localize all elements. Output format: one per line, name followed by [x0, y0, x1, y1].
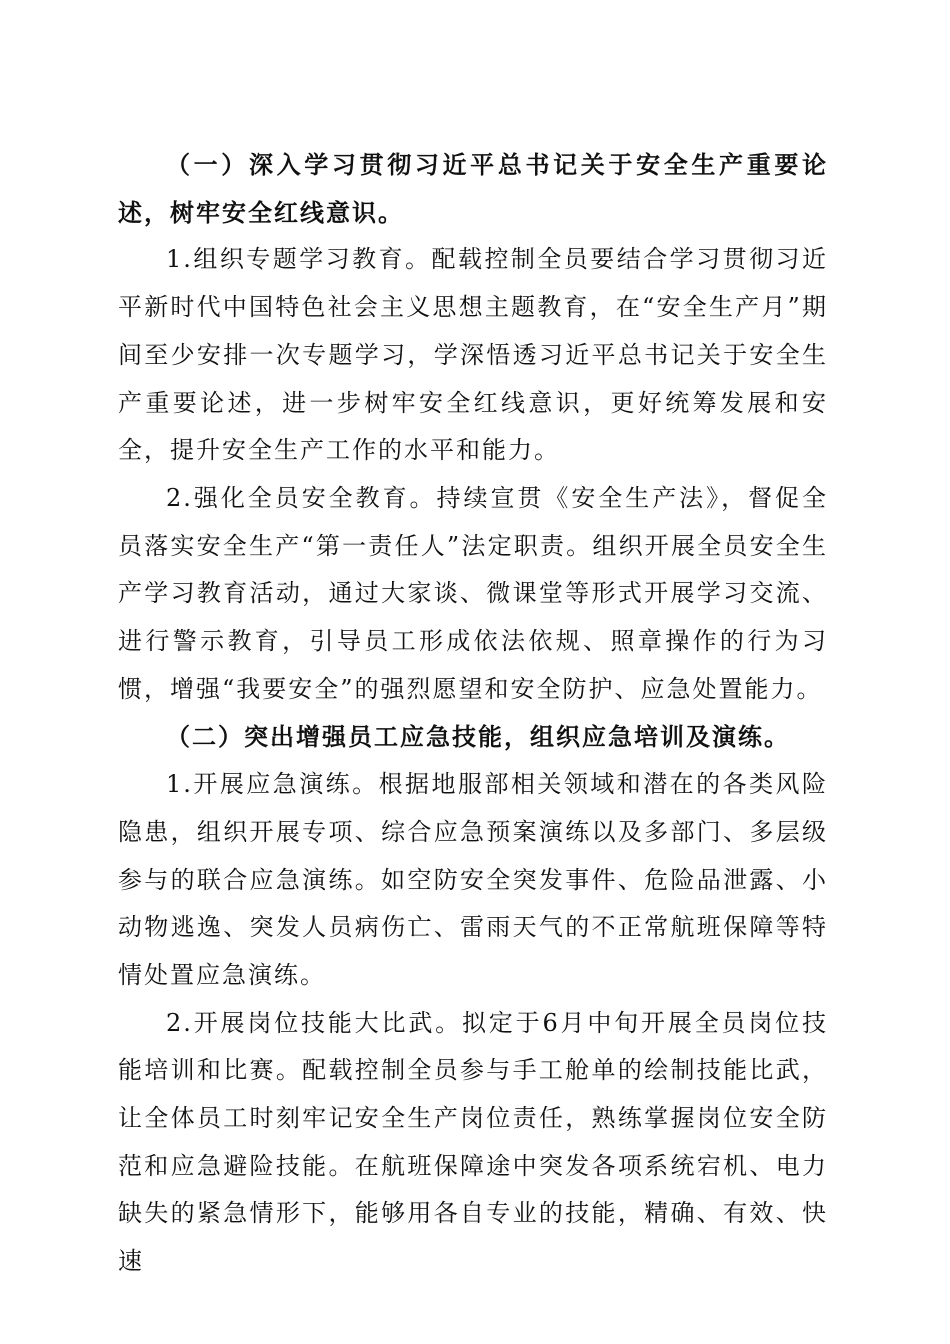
- document-body: [118, 141, 828, 1286]
- paragraph-1-2: 2.强化全员安全教育。持续宣贯《安全生产法》，督促全员落实安全生产“第一责任人”法定职责。组织开展全员安全生产学习教育活动，通过大家谈、微课堂等形式开展学习交流、进行警示教育，引导员工形成依法依规、照章操作的行为习惯，增强“我要安全”的强烈愿望和安全防护、应急处置能力。: [118, 483, 828, 703]
- paragraph-2-1: 1.开展应急演练。根据地服部相关领域和潜在的各类风险隐患，组织开展专项、综合应急预案演练以及多部门、多层级参与的联合应急演练。如空防安全突发事件、危险品泄露、小动物逃逸、突发人员病伤亡、雷雨天气的不正常航班保障等特情处置应急演练。: [118, 770, 828, 989]
- section-heading-2: （二）突出增强员工应急技能，组织应急培训及演练。: [166, 722, 790, 752]
- section-heading-1: （一）深入学习贯彻习近平总书记关于安全生产重要论述，树牢安全红线意识。: [118, 150, 828, 227]
- paragraph-1-1: 1.组织专题学习教育。配载控制全员要结合学习贯彻习近平新时代中国特色社会主义思想主题教育，在“安全生产月”期间至少安排一次专题学习，学深悟透习近平总书记关于安全生产重要论述，进一步树牢安全红线意识，更好统筹发展和安全，提升安全生产工作的水平和能力。: [118, 245, 828, 465]
- paragraph-2-2: 2.开展岗位技能大比武。拟定于6月中旬开展全员岗位技能培训和比赛。配载控制全员参与手工舱单的绘制技能比武，让全体员工时刻牢记安全生产岗位责任，熟练掌握岗位安全防范和应急避险技能。在航班保障途中突发各项系统宕机、电力缺失的紧急情形下，能够用各自专业的技能，精确、有效、快速: [118, 1008, 828, 1276]
